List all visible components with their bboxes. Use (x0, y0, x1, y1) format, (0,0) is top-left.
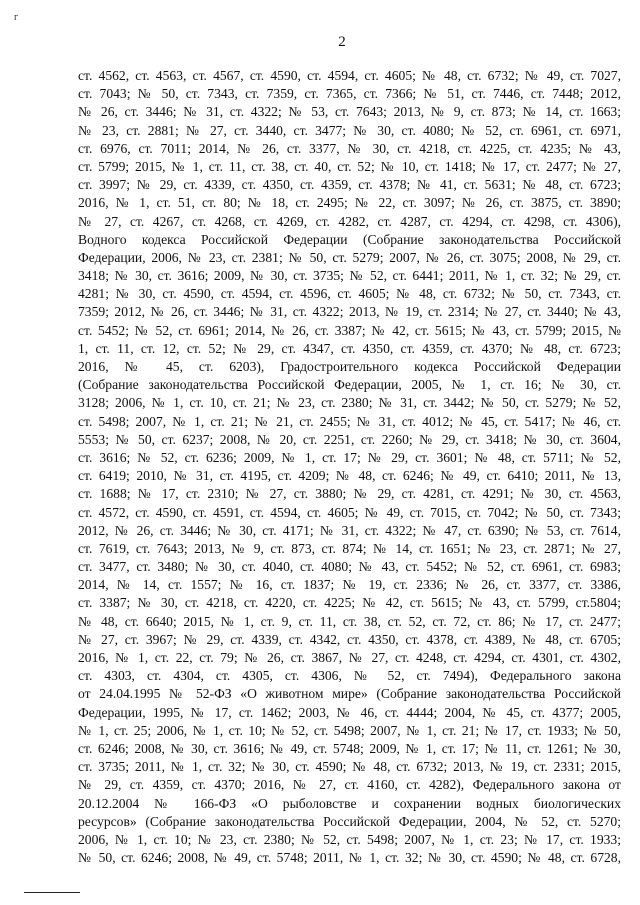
text-line: (Собрание законодательства Российской Федерации, 2005, № 1, ст. 16; № 30, ст. (78, 377, 621, 393)
text-line: 5553; № 50, ст. 6237; 2008, № 20, ст. 2251, ст. 2260; № 29, ст. 3418; № 30, ст. 3604, (78, 431, 621, 447)
text-line: Федерации, 2006, № 23, ст. 2381; № 50, ст. 5279; 2007, № 26, ст. 3075; 2008, № 29, ст. (78, 249, 621, 265)
text-line: 2014, № 14, ст. 1557; № 16, ст. 1837; № 19, ст. 2336; № 26, ст. 3377, ст. 3386, (78, 577, 621, 593)
text-line: 4281; № 30, ст. 4590, ст. 4594, ст. 4596, ст. 4605; № 48, ст. 6732; № 50, ст. 7343, ст. (78, 286, 621, 302)
text-line: 20.12.2004 № 166-ФЗ «О рыболовстве и сохранении водных биологических (78, 795, 621, 811)
text-line: № 29, ст. 4359, ст. 4370; 2016, № 27, ст. 4160, ст. 4282), Федерального закона от (78, 777, 621, 793)
text-line: 3418; № 30, ст. 3616; 2009, № 30, ст. 3735; № 52, ст. 6441; 2011, № 1, ст. 32; № 29, ст. (78, 268, 621, 284)
text-line: 1, ст. 11, ст. 12, ст. 52; № 29, ст. 4347, ст. 4350, ст. 4359, ст. 4370; № 48, ст. 6723; (78, 340, 621, 356)
text-line: Водного кодекса Российской Федерации (Собрание законодательства Российской (78, 231, 621, 247)
text-line: № 1, ст. 25; 2006, № 1, ст. 10; № 52, ст. 5498; 2007, № 1, ст. 21; № 17, ст. 1933; № 50, (78, 722, 621, 738)
body-text (78, 67, 621, 867)
text-line: 2012, № 26, ст. 3446; № 30, ст. 4171; № 31, ст. 4322; № 47, ст. 6390; № 53, ст. 7614, (78, 522, 621, 538)
text-line: ст. 3387; № 30, ст. 4218, ст. 4220, ст. 4225; № 42, ст. 5615; № 43, ст. 5799, ст.5804; (78, 595, 621, 611)
text-line: ст. 3616; № 52, ст. 6236; 2009, № 1, ст. 17; № 29, ст. 3601; № 48, ст. 5711; № 52, (78, 449, 621, 465)
text-line: № 26, ст. 3446; № 31, ст. 4322; № 53, ст. 7643; 2013, № 9, ст. 873; № 14, ст. 1663; (78, 104, 621, 120)
text-line: ст. 6976, ст. 7011; 2014, № 26, ст. 3377, № 30, ст. 4218, ст. 4225, ст. 4235; № 43, (78, 140, 621, 156)
text-line: ст. 4562, ст. 4563, ст. 4567, ст. 4590, ст. 4594, ст. 4605; № 48, ст. 6732; № 49, ст. 7027, (78, 68, 621, 83)
text-line: ресурсов» (Собрание законодательства Российской Федерации, 2004, № 52, ст. 5270; (78, 813, 621, 829)
text-line: ст. 3735; 2011, № 1, ст. 32; № 30, ст. 4590; № 48, ст. 6732; 2013, № 19, ст. 2331; 2015, (78, 759, 621, 775)
text-line: 2016, № 1, ст. 51, ст. 80; № 18, ст. 2495; № 22, ст. 3097; № 26, ст. 3875, ст. 3890; (78, 195, 621, 211)
page-number: 2 (338, 34, 346, 50)
text-line: ст. 5498; 2007, № 1, ст. 21; № 21, ст. 2455; № 31, ст. 4012; № 45, ст. 5417; № 46, ст. (78, 413, 621, 429)
text-line: 3128; 2006, № 1, ст. 10, ст. 21; № 23, ст. 2380; № 31, ст. 3442; № 50, ст. 5279; № 52, (78, 395, 621, 411)
text-line: ст. 5799; 2015, № 1, ст. 11, ст. 38, ст. 40, ст. 52; № 10, ст. 1418; № 17, ст. 2477; № 27, (78, 158, 621, 174)
text-line: ст. 7043; № 50, ст. 7343, ст. 7359, ст. 7365, ст. 7366; № 51, ст. 7446, ст. 7448; 2012, (78, 86, 621, 102)
text-line: 2016, № 45, ст. 6203), Градостроительного кодекса Российской Федерации (78, 359, 621, 374)
text-line: ст. 4303, ст. 4304, ст. 4305, ст. 4306, № 52, ст. 7494), Федерального закона (78, 668, 621, 684)
text-line: № 23, ст. 2881; № 27, ст. 3440, ст. 3477; № 30, ст. 4080; № 52, ст. 6961, ст. 6971, (78, 122, 621, 138)
text-line: 2006, № 1, ст. 10; № 23, ст. 2380; № 52, ст. 5498; 2007, № 1, ст. 23; № 17, ст. 1933; (78, 831, 621, 847)
text-line: № 27, ст. 3967; № 29, ст. 4339, ст. 4342, ст. 4350, ст. 4378, ст. 4389, № 48, ст. 6705; (78, 631, 621, 647)
text-line: 2016, № 1, ст. 22, ст. 79; № 26, ст. 3867, № 27, ст. 4248, ст. 4294, ст. 4301, ст. 4302, (78, 650, 621, 665)
text-line: 7359; 2012, № 26, ст. 3446; № 31, ст. 4322; 2013, № 19, ст. 2314; № 27, ст. 3440; № 43, (78, 304, 621, 320)
text-line: Федерации, 1995, № 17, ст. 1462; 2003, № 46, ст. 4444; 2004, № 45, ст. 4377; 2005, (78, 704, 621, 720)
text-line: ст. 5452; № 52, ст. 6961; 2014, № 26, ст. 3387; № 42, ст. 5615; № 43, ст. 5799; 2015, № (78, 322, 621, 338)
text-line: ст. 3477, ст. 3480; № 30, ст. 4040, ст. 4080; № 43, ст. 5452; № 52, ст. 6961, ст. 6983; (78, 559, 621, 575)
text-line: от 24.04.1995 № 52-ФЗ «О животном мире» (Собрание законодательства Российской (78, 686, 621, 702)
text-line: ст. 4572, ст. 4590, ст. 4591, ст. 4594, ст. 4605; № 49, ст. 7015, ст. 7042; № 50, ст. 7343; (78, 504, 621, 520)
text-line: ст. 7619, ст. 7643; 2013, № 9, ст. 873, ст. 874; № 14, ст. 1651; № 23, ст. 2871; № 27, (78, 540, 621, 556)
text-line: № 50, ст. 6246; 2008, № 49, ст. 5748; 2011, № 1, ст. 32; № 30, ст. 4590; № 48, ст. 6728, (78, 850, 621, 866)
text-line: ст. 6246; 2008, № 30, ст. 3616; № 49, ст. 5748; 2009, № 1, ст. 17; № 11, ст. 1261; № 30, (78, 740, 621, 756)
text-line: № 27, ст. 4267, ст. 4268, ст. 4269, ст. 4282, ст. 4287, ст. 4294, ст. 4298, ст. 4306), (78, 213, 621, 229)
corner-mark: г (14, 12, 19, 23)
text-line: ст. 6419; 2010, № 31, ст. 4195, ст. 4209; № 48, ст. 6246; № 49, ст. 6410; 2011, № 13, (78, 468, 621, 484)
footer-rule (24, 892, 80, 893)
text-line: ст. 3997; № 29, ст. 4339, ст. 4350, ст. 4359, ст. 4378; № 41, ст. 5631; № 48, ст. 6723; (78, 177, 621, 193)
text-line: ст. 1688; № 17, ст. 2310; № 27, ст. 3880; № 29, ст. 4281, ст. 4291; № 30, ст. 4563, (78, 486, 621, 502)
text-line: № 48, ст. 6640; 2015, № 1, ст. 9, ст. 11, ст. 38, ст. 52, ст. 72, ст. 86; № 17, ст. 2477; (78, 613, 621, 629)
